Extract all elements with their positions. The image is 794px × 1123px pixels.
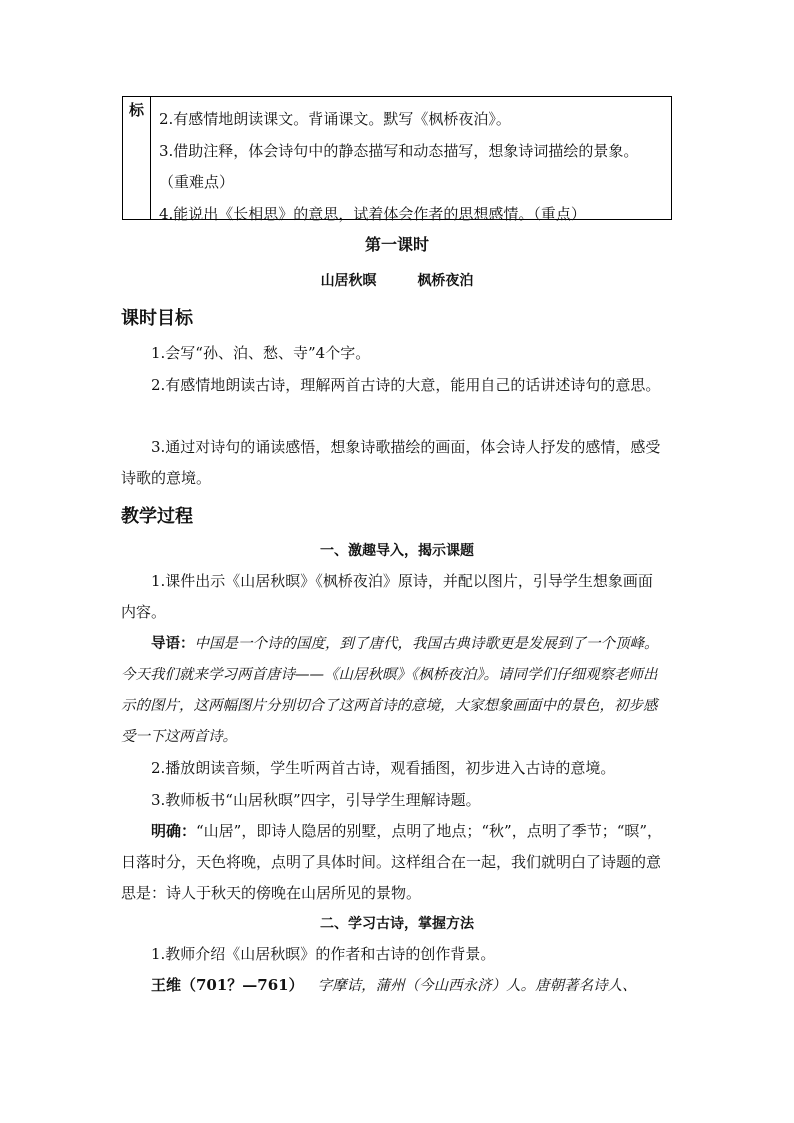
clarify-paragraph (121, 816, 666, 909)
poem-title-2: 枫桥夜泊 (417, 273, 474, 289)
process-paragraph: 1.课件出示《山居秋暝》《枫桥夜泊》原诗，并配以图片，引导学生想象画面内容。 (121, 572, 653, 621)
table-label: 标 (129, 101, 145, 119)
table-item: 2.有感情地朗读课文。背诵课文。默写《枫桥夜泊》。 (159, 110, 511, 128)
process-paragraph: 3.教师板书“山居秋暝”四字，引导学生理解诗题。 (151, 791, 481, 809)
section-heading-1: 一、激趣导入，揭示课题 (320, 543, 474, 559)
author-text: 字摩诘，蒲州（今山西永济）人。唐朝著名诗人、 (317, 978, 637, 994)
process-paragraph: 2.播放朗读音频，学生听两首古诗，观看插图，初步进入古诗的意境。 (151, 759, 616, 777)
author-label: 王维（701？—761） (151, 976, 304, 994)
table-item: 3.借助注释，体会诗句中的静态描写和动态描写，想象诗词描绘的景象。（重难点） (159, 141, 639, 191)
guide-label: 导语： (151, 635, 195, 652)
guide-paragraph (121, 628, 666, 753)
goals-heading: 课时目标 (121, 308, 193, 329)
author-paragraph (121, 970, 666, 1002)
table-divider (150, 97, 151, 219)
section-heading-2: 二、学习古诗，掌握方法 (320, 916, 474, 932)
lesson-poems (0, 270, 794, 290)
lesson-title: 第一课时 (364, 235, 429, 254)
process-paragraph: 1.教师介绍《山居秋暝》的作者和古诗的创作背景。 (151, 945, 496, 963)
guide-text: 中国是一个诗的国度，到了唐代，我国古典诗歌更是发展到了一个顶峰。今天我们就来学习两首唐诗——《山居秋暝》《枫桥夜泊》。请同学们仔细观察老师出示的图片，这两幅图片分别切合了这两首诗的意境，大家想象画面中的景色，初步感受一下这两首诗。 (121, 636, 659, 745)
goal-item: 2.有感情地朗读古诗，理解两首古诗的大意，能用自己的话讲述诗句的意思。 (151, 376, 661, 394)
clarify-text: “山居”，即诗人隐居的别墅，点明了地点；“秋”，点明了季节；“暝”，日落时分，天色将晚，点明了具体时间。这样组合在一起，我们就明白了诗题的意思是：诗人于秋天的傍晚在山居所见的景物。 (121, 822, 663, 902)
poem-title-1: 山居秋暝 (320, 273, 377, 289)
table-cell (159, 104, 659, 230)
process-heading: 教学过程 (121, 506, 193, 527)
clarify-label: 明确： (151, 822, 197, 840)
table-item: 4.能说出《长相思》的意思，试着体会作者的思想感情。（重点） (159, 204, 586, 223)
objectives-table (122, 96, 672, 223)
goal-item: 1.会写“孙、泊、愁、寺”4个字。 (151, 344, 371, 362)
goal-item: 3.通过对诗句的诵读感悟，想象诗歌描绘的画面，体会诗人抒发的感情，感受诗歌的意境。 (121, 438, 661, 487)
